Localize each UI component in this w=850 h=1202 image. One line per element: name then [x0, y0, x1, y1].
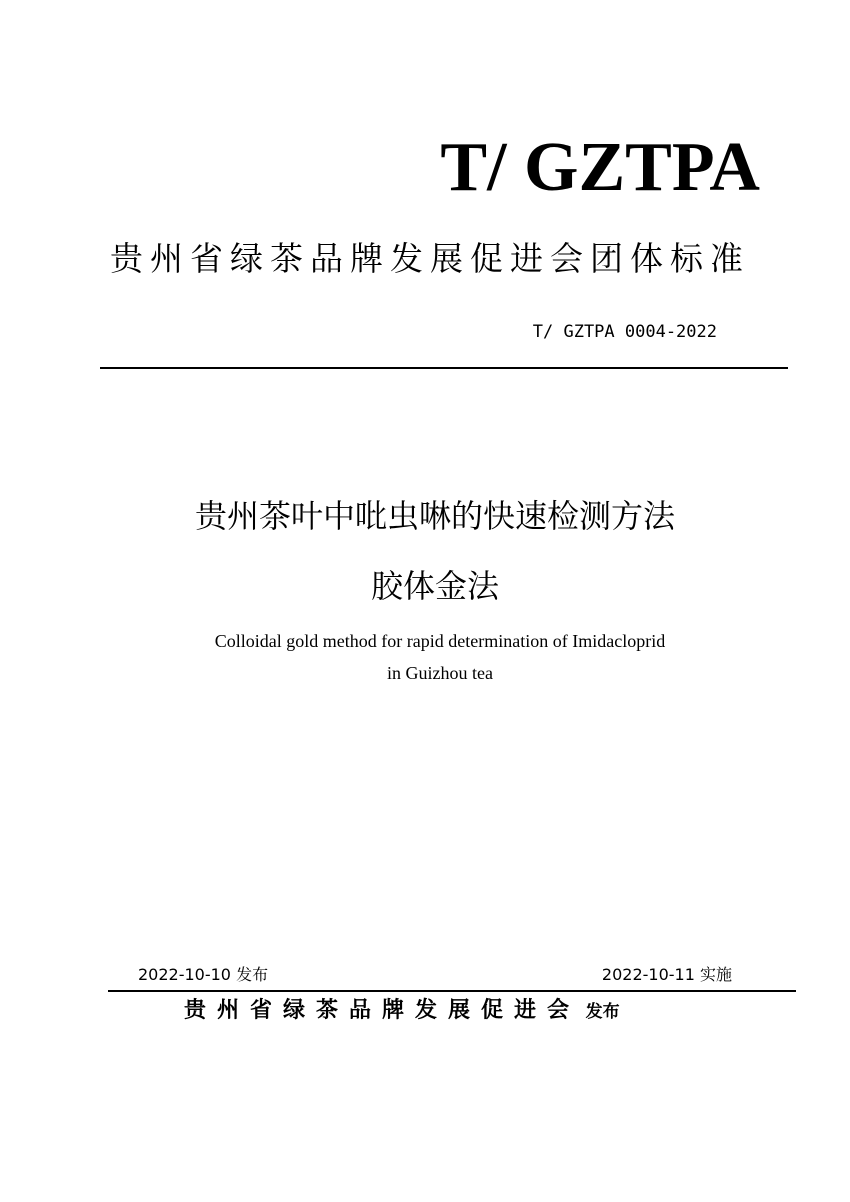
header-divider	[100, 367, 788, 369]
title-english-line-1: Colloidal gold method for rapid determination of Imidacloprid	[214, 631, 666, 651]
issue-date: 2022-10-10 发布	[138, 965, 269, 984]
publisher-name: 贵州省绿茶品牌发展促进会	[184, 998, 581, 1023]
standard-code: T/ GZTPA	[440, 129, 760, 206]
footer-divider	[108, 990, 796, 992]
standard-number: T/ GZTPA 0004-2022	[532, 322, 717, 342]
title-chinese-line-2: 胶体金法	[370, 567, 499, 605]
title-english-line-2: in Guizhou tea	[387, 663, 493, 683]
implementation-date: 2022-10-11 实施	[601, 965, 732, 984]
publisher-line	[184, 994, 620, 1029]
title-chinese-line-1: 贵州茶叶中吡虫啉的快速检测方法	[194, 497, 675, 535]
organization-standard-title: 贵州省绿茶品牌发展促进会团体标准	[110, 239, 750, 278]
publisher-suffix: 发布	[585, 1002, 620, 1022]
